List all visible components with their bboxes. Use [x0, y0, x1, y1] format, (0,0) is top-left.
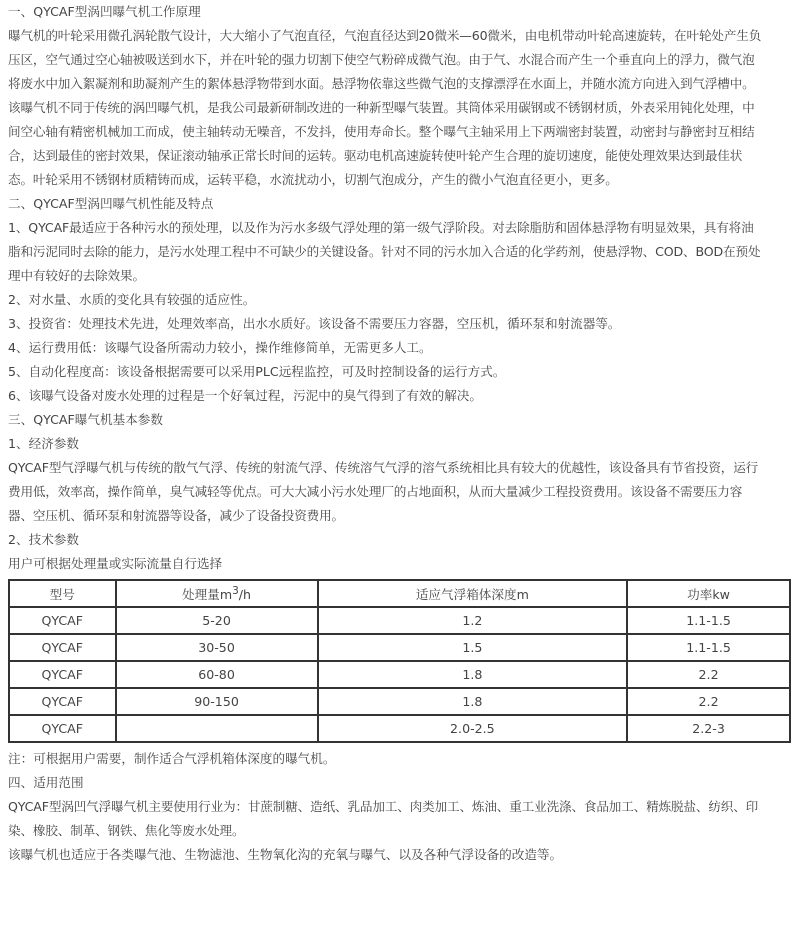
cell-power: 1.1-1.5: [627, 607, 790, 634]
cell-model: QYCAF: [9, 634, 116, 661]
section-2-title: 二、QYCAF型涡凹曝气机性能及特点: [8, 196, 214, 211]
cell-capacity: 30-50: [116, 634, 318, 661]
paragraph-line: QYCAF型气浮曝气机与传统的散气气浮、传统的射流气浮、传统溶气气浮的溶气系统相比具有较大的优越性，该设备具有节省投资，运行: [8, 460, 759, 475]
paragraph-line: 态。叶轮采用不锈钢材质精铸而成，运转平稳，水流扰动小，切割气泡成分，产生的微小气泡直径更小，更多。: [8, 172, 618, 187]
cell-model: QYCAF: [9, 607, 116, 634]
cell-power: 2.2: [627, 688, 790, 715]
cell-power: 1.1-1.5: [627, 634, 790, 661]
paragraph-line: 该曝气机不同于传统的涡凹曝气机，是我公司最新研制改进的一种新型曝气装置。其筒体采用碳钢或不锈钢材质，外表采用钝化处理，中: [8, 100, 755, 115]
paragraph-line: 合，达到最佳的密封效果，保证滚动轴承正常长时间的运转。驱动电机高速旋转使叶轮产生合理的旋切速度，能使处理效果达到最佳状: [8, 148, 743, 163]
paragraph-line: 将废水中加入絮凝剂和助凝剂产生的絮体悬浮物带到水面。悬浮物依靠这些微气泡的支撑漂浮在水面上，并随水流方向进入到气浮槽中。: [8, 76, 755, 91]
cell-depth: 1.5: [318, 634, 628, 661]
feature-item-1: 1、QYCAF最适应于各种污水的预处理，以及作为污水多级气浮处理的第一级气浮阶段。对去除脂肪和固体悬浮物有明显效果，具有将油: [8, 220, 754, 235]
feature-item-4: 4、运行费用低：该曝气设备所需动力较小，操作维修简单，无需更多人工。: [8, 340, 432, 355]
paragraph-line: 间空心轴有精密机械加工而成，使主轴转动无噪音，不发抖，使用寿命长。整个曝气主轴采用上下两端密封装置，动密封与静密封互相结: [8, 124, 755, 139]
header-depth: 适应气浮箱体深度m: [318, 580, 628, 607]
cell-model: QYCAF: [9, 715, 116, 742]
paragraph-line: 压区，空气通过空心轴被吸送到水下，并在叶轮的强力切割下使空气粉碎成微气泡。由于气、水混合而产生一个垂直向上的浮力，微气泡: [8, 52, 755, 67]
subsection-technical: 2、技术参数: [8, 532, 79, 547]
cell-power: 2.2-3: [627, 715, 790, 742]
paragraph-line: 器、空压机、循环泵和射流器等设备，减少了设备投资费用。: [8, 508, 344, 523]
paragraph-line: QYCAF型涡凹气浮曝气机主要使用行业为：甘蔗制糖、造纸、乳品加工、肉类加工、炼油、重工业洗涤、食品加工、精炼脱盐、纺织、印: [8, 799, 759, 814]
section-3-title: 三、QYCAF曝气机基本参数: [8, 412, 163, 427]
table-row: [9, 688, 790, 715]
section-4-title: 四、适用范围: [8, 775, 84, 790]
section-1-title: 一、QYCAF型涡凹曝气机工作原理: [8, 4, 201, 19]
parameter-table: [8, 579, 791, 743]
paragraph-line: 曝气机的叶轮采用微孔涡轮散气设计，大大缩小了气泡直径，气泡直径达到20微米—60微米，由电机带动叶轮高速旋转，在叶轮处产生负: [8, 28, 762, 43]
cell-capacity: [116, 715, 318, 742]
header-capacity: 处理量$m^3/h$: [116, 580, 318, 607]
cell-depth: 2.0-2.5: [318, 715, 628, 742]
paragraph-line: 染、橡胶、制革、钢铁、焦化等废水处理。: [8, 823, 245, 838]
feature-item-5: 5、自动化程度高：该设备根据需要可以采用PLC远程监控，可及时控制设备的运行方式。: [8, 364, 506, 379]
cell-model: QYCAF: [9, 661, 116, 688]
cell-capacity: 90-150: [116, 688, 318, 715]
table-note: 注：可根据用户需要，制作适合气浮机箱体深度的曝气机。: [8, 751, 336, 766]
feature-item-1: 脂和污泥同时去除的能力，是污水处理工程中不可缺少的关键设备。针对不同的污水加入合适的化学药剂，使悬浮物、COD、BOD在预处: [8, 244, 761, 259]
header-model: 型号: [9, 580, 116, 607]
table-row: [9, 634, 790, 661]
cell-capacity: 5-20: [116, 607, 318, 634]
cell-depth: 1.2: [318, 607, 628, 634]
paragraph-line: 该曝气机也适应于各类曝气池、生物滤池、生物氧化沟的充氧与曝气、以及各种气浮设备的改造等。: [8, 847, 563, 862]
feature-item-2: 2、对水量、水质的变化具有较强的适应性。: [8, 292, 256, 307]
cell-depth: 1.8: [318, 688, 628, 715]
cell-capacity: 60-80: [116, 661, 318, 688]
table-caption: 用户可根据处理量或实际流量自行选择: [8, 556, 223, 571]
header-power: 功率kw: [627, 580, 790, 607]
cell-depth: 1.8: [318, 661, 628, 688]
table-row: [9, 607, 790, 634]
subsection-economic: 1、经济参数: [8, 436, 79, 451]
feature-item-6: 6、该曝气设备对废水处理的过程是一个好氧过程，污泥中的臭气得到了有效的解决。: [8, 388, 482, 403]
table-row: [9, 715, 790, 742]
cell-power: 2.2: [627, 661, 790, 688]
feature-item-3: 3、投资省：处理技术先进，处理效率高，出水水质好。该设备不需要压力容器，空压机，循环泵和射流器等。: [8, 316, 621, 331]
feature-item-1: 理中有较好的去除效果。: [8, 268, 145, 283]
table-row: [9, 661, 790, 688]
table-header-row: [9, 580, 790, 607]
cell-model: QYCAF: [9, 688, 116, 715]
paragraph-line: 费用低，效率高，操作简单，臭气减轻等优点。可大大减小污水处理厂的占地面积，从而大量减少工程投资费用。该设备不需要压力容: [8, 484, 743, 499]
